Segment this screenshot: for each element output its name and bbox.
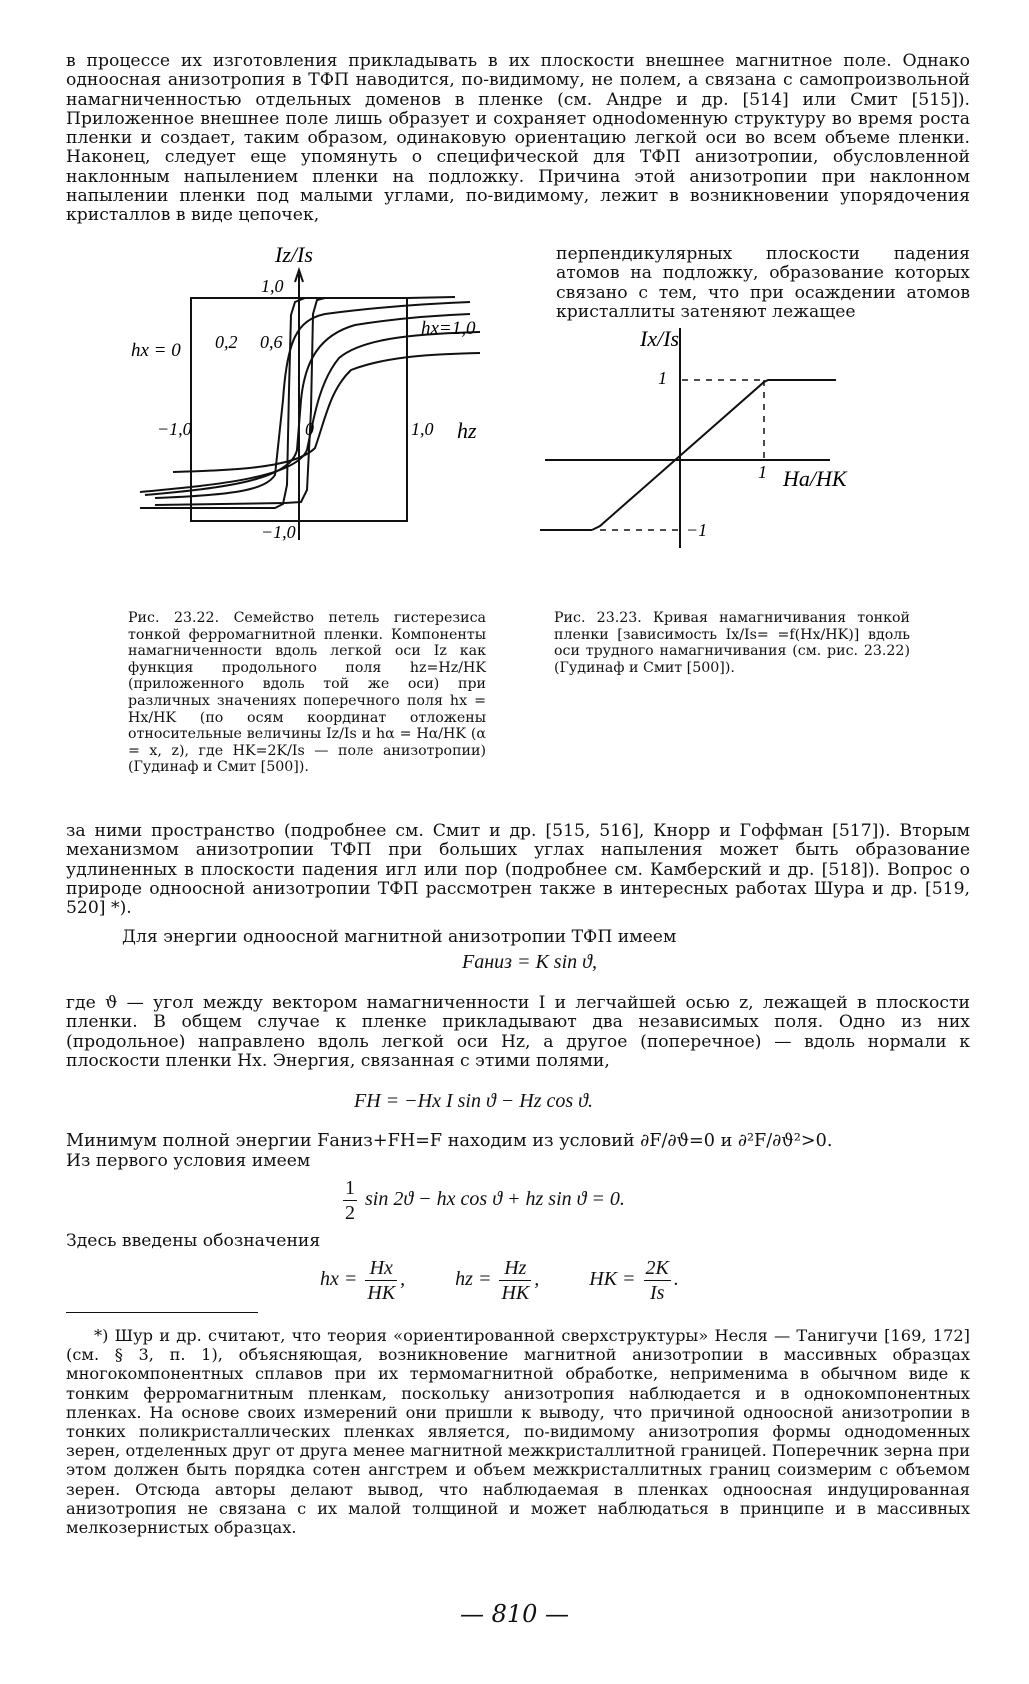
fig1-tick-x-left: −1,0 — [157, 419, 192, 439]
fig1-ylabel: Iz/Is — [275, 242, 313, 267]
eq-faniz-lhs: Fаниз — [462, 951, 512, 973]
fig1-xlabel: hz — [457, 418, 477, 443]
theta-definition-paragraph: где ϑ — угол между вектором намагниченности I и легчайшей осью z, лежащей в плоскости пленки. В общем случае к пленке прикладывают два независимых поля. Одно из них (продольное) направлено вдоль легкой оси Hz, а другое (поперечное) — вдоль нормали к плоскости пленки Hx. Энергия, связанная с этими полями, — [66, 993, 970, 1071]
equation-anisotropy-energy — [462, 951, 597, 974]
fig1-tick-y-bottom: −1,0 — [261, 522, 296, 542]
eq-hz-lhs: hz = — [455, 1268, 492, 1291]
fig1-tick-x-right: 1,0 — [411, 419, 434, 439]
fig1-curve-hx1-inner — [173, 353, 480, 472]
eq-hx-lhs: hx = — [320, 1268, 358, 1291]
energy-intro-paragraph: Для энергии одноосной магнитной анизотропии ТФП имеем — [122, 927, 677, 947]
footnote: *) Шур и др. считают, что теория «ориентированной сверхструктуры» Несля — Танигучи [169, 172] (см. § 3, п. 1), объясняющая, возникновение магнитной анизотропии в массивных образцах многокомпонентных сплавов при их термомагнитной обработке, неприменима в обычном виде к тонким ферромагнитным пленкам, поскольку анизотропия наблюдается и в однокомпонентных пленках. На основе своих измерений они пришли к выводу, что причиной одноосной анизотропии в тонких поликристаллических пленках является, по-видимому анизотропия формы однодоменных зерен, отделенных друг от друга менее магнитной межкристаллитной границей. Поперечник зерна при этом должен быть порядка сотен ангстрем и объем межкристаллитных границ соизмерим с объемом зерен. Отсюда авторы делают вывод, что наблюдаемая в пленках одноосная индуцированная анизотропия не связана с их малой толщиной и может наблюдаться в принципе и в массивных мелкозернистых образцах. — [66, 1326, 970, 1538]
fig2-xlabel: Ha/HK — [783, 466, 847, 491]
figure-hysteresis-loops — [125, 240, 515, 560]
eq-hk-frac: $\frac{2K}{Is}$ — [645, 1257, 669, 1304]
eq-equilibrium-rest: sin 2ϑ − hx cos ϑ + hz sin ϑ = 0. — [365, 1188, 625, 1211]
fig1-label-hx1: hx=1,0 — [421, 318, 476, 339]
footnote-divider — [66, 1312, 258, 1313]
fig2-tick-y-bottom: −1 — [686, 520, 708, 540]
wrap-paragraph: перпендикулярных плоскости падения атомов на подложку, образование которых связано с тем, что при осаждении атомов кристаллиты затеняют лежащее — [556, 244, 970, 322]
eq-hk-lhs: HK = — [589, 1268, 636, 1291]
fig2-tick-x-right: 1 — [758, 462, 767, 482]
intro-paragraph: в процессе их изготовления прикладывать в их плоскости внешнее магнитное поле. Однако одноосная анизотропия в ТФП наводится, по-видимому, не полем, а связана с самопроизвольной намагниченностью отдельных доменов в пленке (см. Андре и др. [514] или Смит [515]). Приложенное внешнее поле лишь образует и сохраняет одноdоменную структуру во время роста пленки и создает, таким образом, одинаковую ориентацию легкой оси во всем объеме пленки. Наконец, следует еще упомянуть о специфической для ТФП анизотропии, обусловленной наклонным напылением пленки на подложку. Причина этой анизотропии при наклонном напылении пленки под малыми углами, по-видимому, лежит в возникновении упорядочения кристаллов в виде цепочек, — [66, 51, 970, 226]
fig1-tick-y-top: 1,0 — [261, 276, 284, 296]
eq-hz-frac: $\frac{Hz}{HK}$ — [501, 1257, 530, 1304]
fig2-tick-y-top: 1 — [658, 368, 667, 388]
fig1-label-02: 0,2 — [215, 332, 238, 352]
equation-notation: hx = $\frac{Hx}{HK}$ , hz = $\frac{Hz}{HK}$ , HK = $\frac{2K}{Is}$ . — [320, 1257, 679, 1304]
fig1-label-06: 0,6 — [260, 332, 283, 352]
fig2-curve — [592, 380, 836, 530]
eq-one-half: $\frac{1}{2}$ — [345, 1177, 355, 1224]
fig2-ylabel: Ix/Is — [640, 326, 680, 351]
equation-equilibrium — [340, 1176, 625, 1225]
page-number: — 810 — — [459, 1600, 570, 1628]
figure-caption-23-22: Рис. 23.22. Семейство петель гистерезиса тонкой ферромагнитной пленки. Компоненты намагниченности вдоль легкой оси Iz как функция продольного поля hz=Hz/HK (приложенного вдоль той же оси) при различных значениях поперечного поля hx = Hx/HK (по осям координат отложены относительные величины Iz/Is и hα = Hα/HK (α = x, z), где HK=2K/Is — поле анизотропии) (Гудинаф и Смит [500]). — [128, 610, 486, 776]
equation-field-energy: FH = −Hx I sin ϑ − Hz cos ϑ. — [354, 1090, 593, 1112]
after-figures-paragraph: за ними пространство (подробнее см. Смит и др. [515, 516], Кнорр и Гоффман [517]). Вторым механизмом анизотропии ТФП при больших углах напыления может быть образование удлиненных в плоскости падения игл или пор (подробнее см. Камберский и др. [518]). Вопрос о природе одноосной анизотропии ТФП рассмотрен также в интересных работах Шура и др. [519, 520] *). — [66, 821, 970, 919]
eq-faniz-rhs: = K sin ϑ, — [516, 951, 597, 973]
energy-minimum-line: Минимум полной энергии Fаниз+FH=F находим из условий ∂F/∂ϑ=0 и ∂²F/∂ϑ²>0. — [66, 1131, 833, 1151]
notation-line: Здесь введены обозначения — [66, 1231, 321, 1251]
fig1-label-hx0: hx = 0 — [131, 340, 181, 361]
eq-hx-frac: $\frac{Hx}{HK}$ — [367, 1257, 396, 1304]
fig1-origin: 0 — [305, 419, 314, 439]
figure-magnetization-curve — [540, 318, 960, 568]
figure-caption-23-23: Рис. 23.23. Кривая намагничивания тонкой пленки [зависимость Ix/Is= =f(Hx/HK)] вдоль оси трудного намагничивания (см. рис. 23.22) (Гудинаф и Смит [500]). — [554, 610, 910, 676]
first-condition-line: Из первого условия имеем — [66, 1151, 311, 1171]
